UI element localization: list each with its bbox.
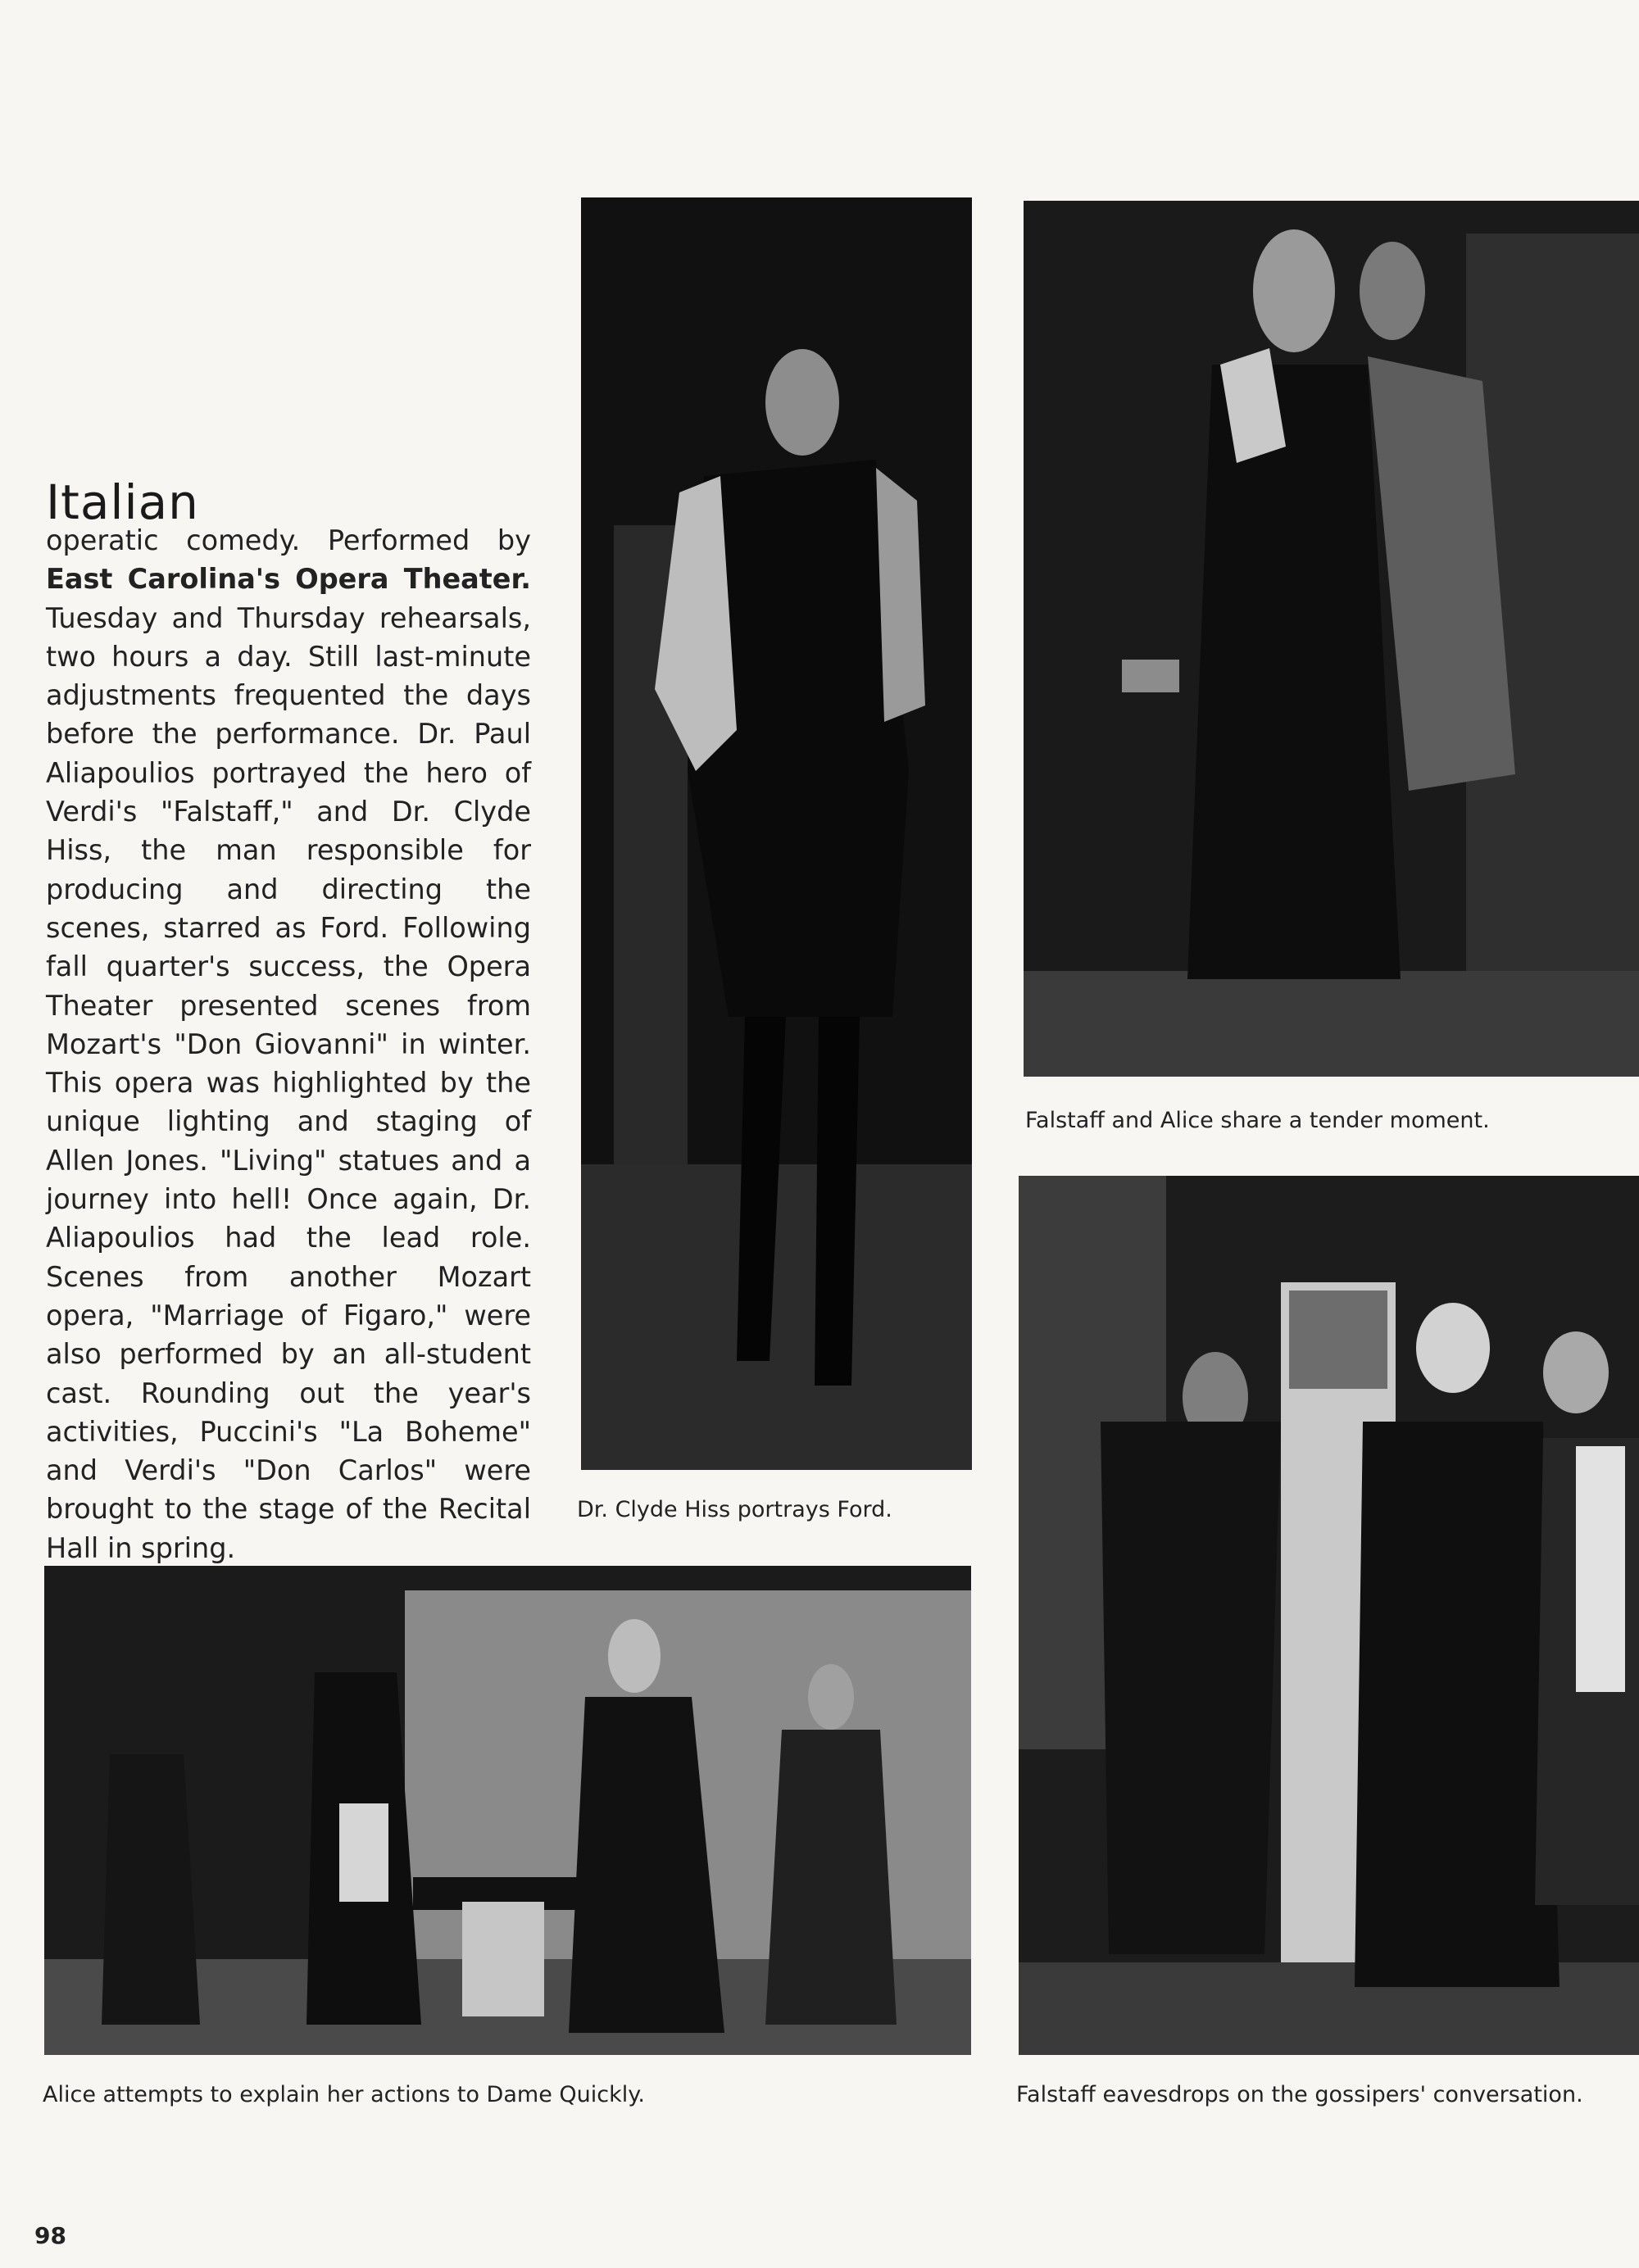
photo-ford-image xyxy=(581,197,972,1470)
caption-dame-quickly: Alice attempts to explain her actions to Dame Quickly. xyxy=(43,2082,645,2107)
article-heading: Italian xyxy=(46,474,199,530)
photo-tender-moment-image xyxy=(1024,201,1639,1077)
article-body xyxy=(46,521,531,1567)
article-text-organization: East Carolina's Opera Theater. xyxy=(46,563,531,596)
photo-eavesdrops-image xyxy=(1019,1176,1639,2055)
article-text-rest: Tuesday and Thursday rehearsals, two hours a day. Still last-minute adjustments frequented the days before the performance. Dr. Paul Aliapoulios portrayed the hero of Verdi's "Falstaff," and Dr. Clyde Hiss, the man responsible for producing and directing the scenes, starred as Ford. Following fall quarter's success, the Opera Theater presented scenes from Mozart's "Don Giovanni" in winter. This opera was highlighted by the unique lighting and staging of Allen Jones. "Living" statues and a journey into hell! Once again, Dr. Aliapoulios had the lead role. Scenes from another Mozart opera, "Marriage of Figaro," were also performed by an all-student cast. Rounding out the year's activities, Puccini's "La Boheme" and Verdi's "Don Carlos" were brought to the stage of the Recital Hall in spring. xyxy=(46,601,531,1564)
page-number: 98 xyxy=(34,2222,66,2249)
caption-eavesdrops: Falstaff eavesdrops on the gossipers' conversation. xyxy=(1016,2082,1583,2107)
article-text-lead: operatic comedy. Performed by xyxy=(46,524,531,556)
photo-eavesdrops xyxy=(1019,1176,1639,2055)
caption-tender-moment: Falstaff and Alice share a tender moment. xyxy=(1025,1108,1490,1133)
photo-dame-quickly xyxy=(44,1566,971,2055)
photo-dame-quickly-image xyxy=(44,1566,971,2055)
photo-ford xyxy=(581,197,972,1470)
photo-tender-moment xyxy=(1024,201,1639,1077)
caption-ford: Dr. Clyde Hiss portrays Ford. xyxy=(577,1497,892,1522)
